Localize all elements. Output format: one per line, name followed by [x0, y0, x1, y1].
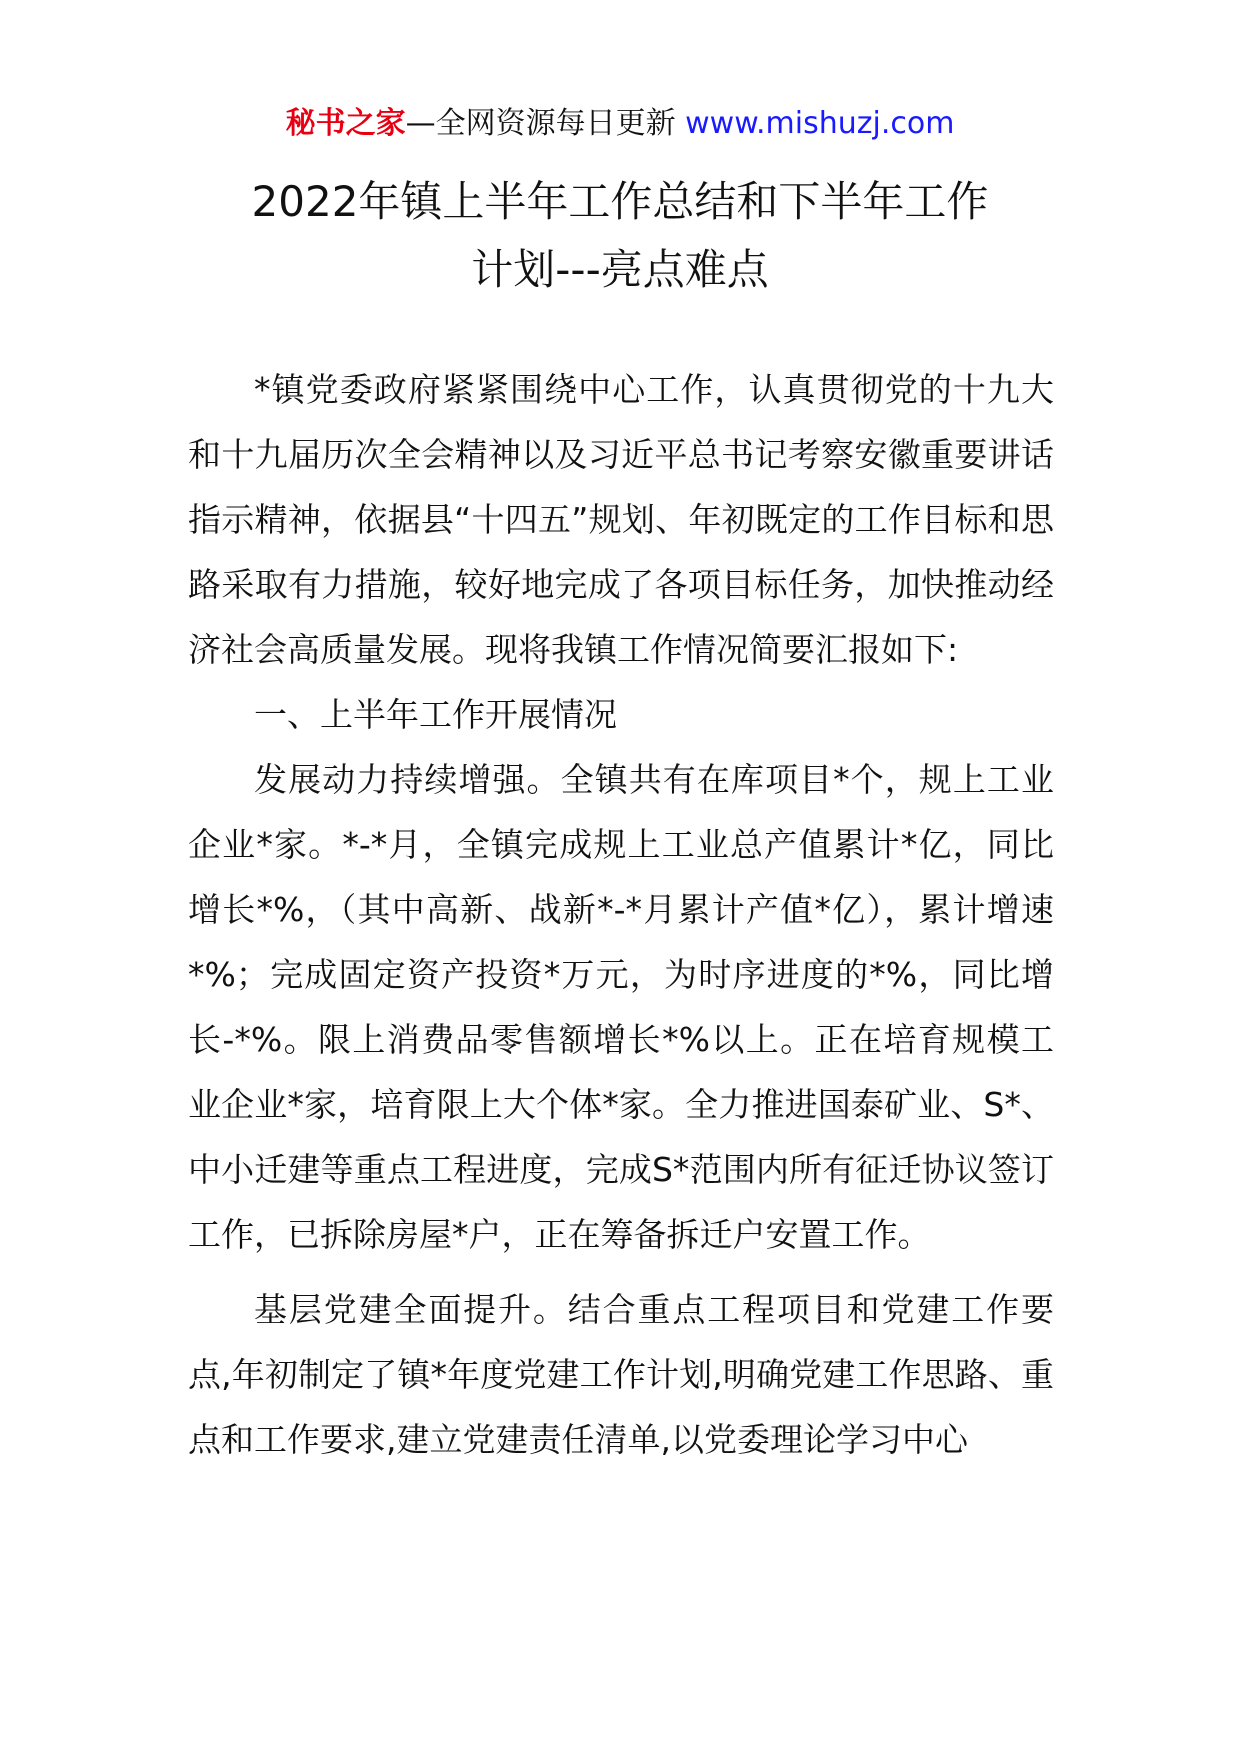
banner-tagline: —全网资源每日更新 — [405, 106, 676, 141]
title-line-1: 2022年镇上半年工作总结和下半年工作 — [251, 177, 989, 226]
party-building-paragraph: 基层党建全面提升。结合重点工程项目和党建工作要点,年初制定了镇*年度党建工作计划,明确党建工作思路、重点和工作要求,建立党建责任清单,以党委理论学习中心 — [188, 1290, 1054, 1459]
intro-paragraph: *镇党委政府紧紧围绕中心工作，认真贯彻党的十九大和十九届历次全会精神以及习近平总书记考察安徽重要讲话指示精神，依据县“十四五”规划、年初既定的工作目标和思路采取有力措施，较好地完成了各项目标任务，加快推动经济社会高质量发展。现将我镇工作情况简要汇报如下: — [188, 370, 1054, 669]
section-heading: 一、上半年工作开展情况 — [254, 695, 617, 734]
title-line-2: 计划---亮点难点 — [471, 245, 769, 294]
site-url-link[interactable]: www.mishuzj.com — [685, 106, 955, 141]
site-banner — [0, 104, 1240, 144]
development-paragraph: 发展动力持续增强。全镇共有在库项目*个，规上工业企业*家。*-*月，全镇完成规上工业总产值累计*亿，同比增长*%，（其中高新、战新*-*月累计产值*亿），累计增速*%；完成固定资产投资*万元，为时序进度的*%，同比增长-*%。限上消费品零售额增长*%以上。正在培育规模工业企业*家，培育限上大个体*家。全力推进国泰矿业、S*、中小迁建等重点工程进度，完成S*范围内所有征迁协议签订工作，已拆除房屋*户，正在筹备拆迁户安置工作。 — [188, 760, 1054, 1254]
brand-name: 秘书之家 — [285, 106, 406, 141]
document-body — [188, 357, 1054, 1472]
document-title — [190, 168, 1050, 304]
